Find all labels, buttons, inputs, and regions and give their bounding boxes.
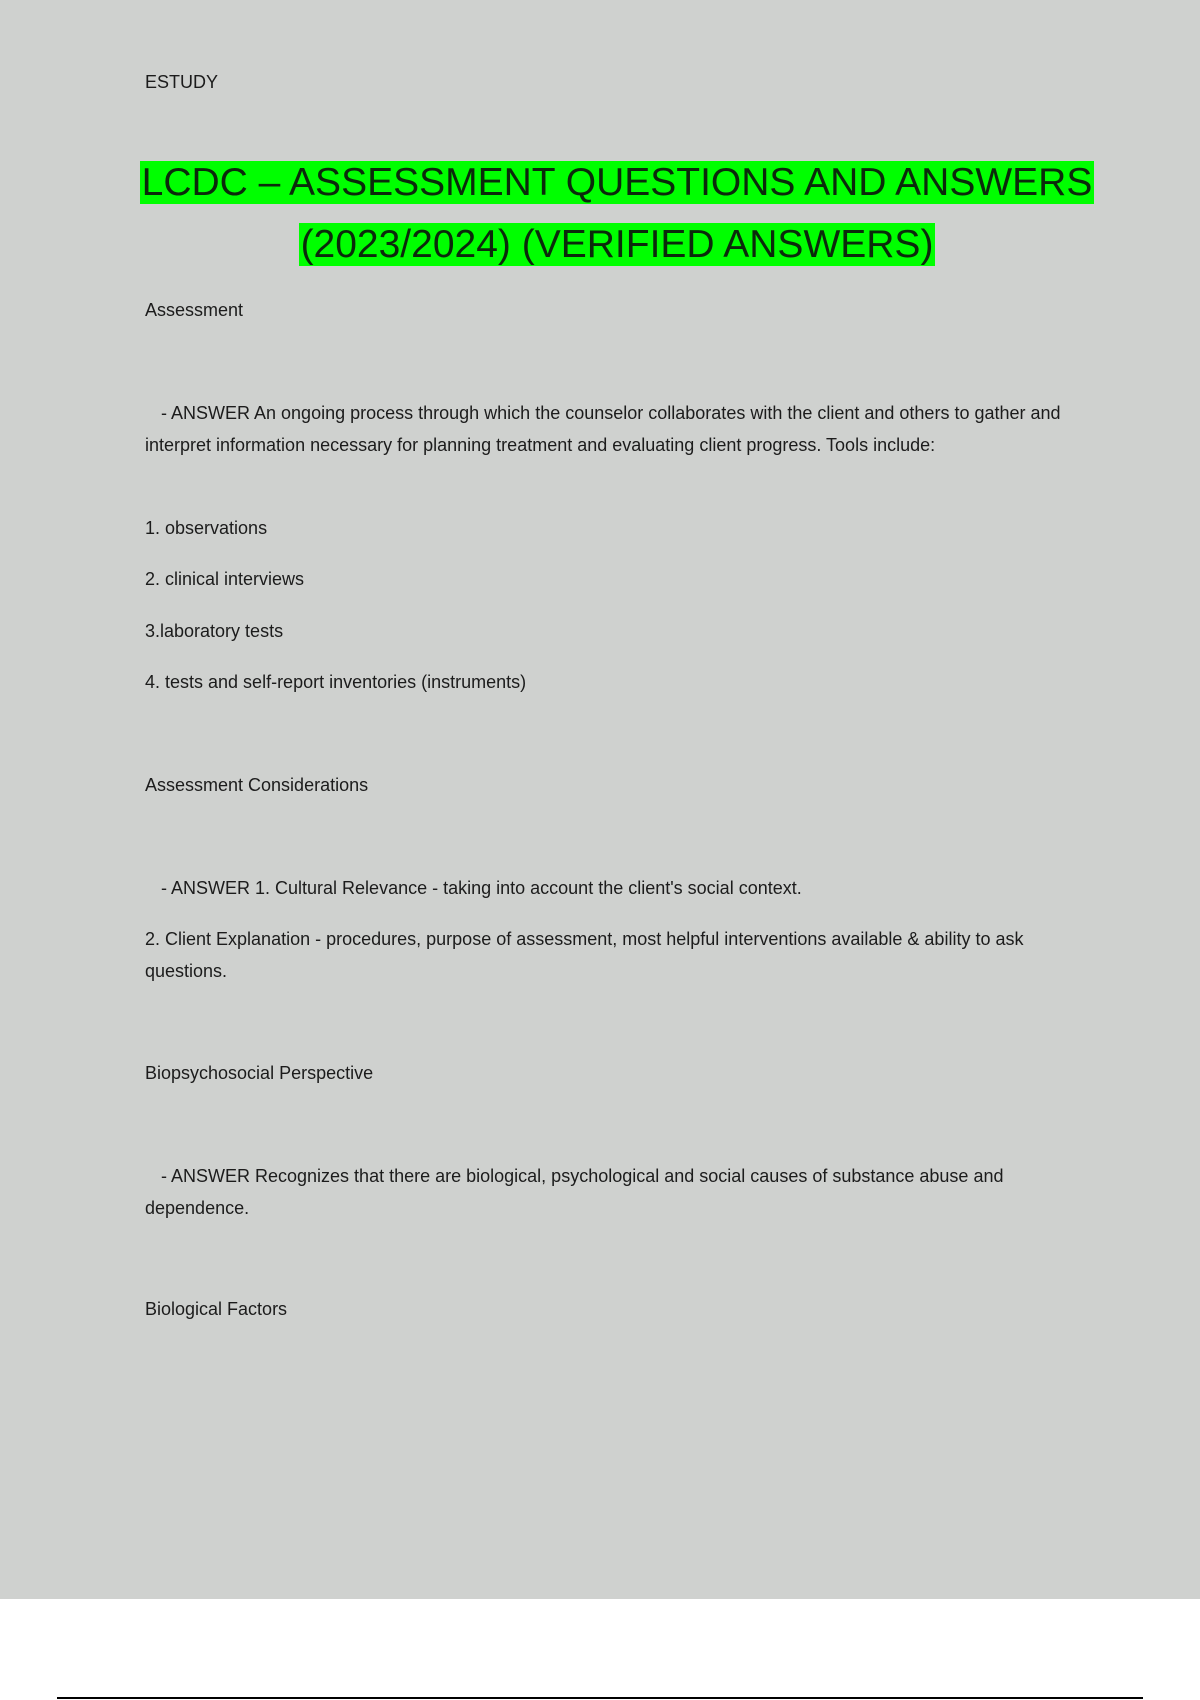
list-item: 4. tests and self-report inventories (instruments) xyxy=(145,672,527,692)
answer-text: - ANSWER An ongoing process through which the counselor collaborates with the client and others to gather and interpret information necessary for planning treatment and evaluating client progress. Tools include: xyxy=(145,403,1061,455)
question-heading: Assessment Considerations xyxy=(145,775,369,795)
question-heading: Assessment xyxy=(145,300,244,320)
list-item: 1. observations xyxy=(145,518,268,538)
title-line-1: LCDC – ASSESSMENT QUESTIONS AND ANSWERS xyxy=(141,161,1093,204)
list-item: 2. Client Explanation - procedures, purpose of assessment, most helpful interventions available & ability to ask questions. xyxy=(145,929,1024,981)
answer-text: - ANSWER Recognizes that there are biological, psychological and social causes of substance abuse and dependence. xyxy=(145,1166,1004,1218)
list-item: 3.laboratory tests xyxy=(145,621,284,641)
document-title xyxy=(0,152,1200,276)
header-label: ESTUDY xyxy=(145,72,219,92)
question-heading: Biopsychosocial Perspective xyxy=(145,1063,374,1083)
answer-text: - ANSWER 1. Cultural Relevance - taking into account the client's social context. xyxy=(161,878,802,898)
title-line-2: (2023/2024) (VERIFIED ANSWERS) xyxy=(300,223,934,266)
question-heading: Biological Factors xyxy=(145,1299,288,1319)
footer-rule xyxy=(57,1697,1143,1699)
list-item: 2. clinical interviews xyxy=(145,569,305,589)
